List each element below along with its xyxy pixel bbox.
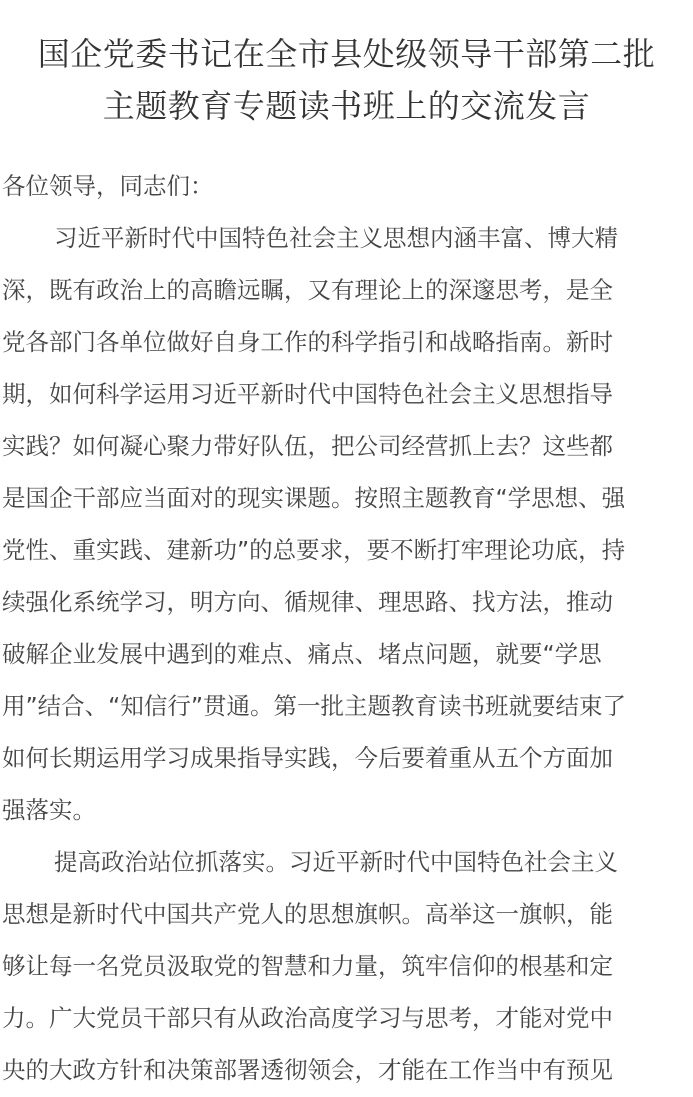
paragraph-line: 党性、重实践、建新功”的总要求，要不断打牢理论功底，持 xyxy=(2,536,626,564)
paragraph-line: 实践？如何凝心聚力带好队伍，把公司经营抓上去？这些都 xyxy=(2,432,613,460)
paragraph-line: 续强化系统学习，明方向、循规律、理思路、找方法，推动 xyxy=(2,588,613,616)
paragraph-line: 习近平新时代中国特色社会主义思想内涵丰富、博大精 xyxy=(54,224,618,252)
document-title xyxy=(0,28,693,132)
paragraph-line: 力。广大党员干部只有从政治高度学习与思考，才能对党中 xyxy=(2,1004,613,1032)
paragraph-line: 破解企业发展中遇到的难点、痛点、堵点问题，就要“学思 xyxy=(2,640,602,668)
paragraph-1 xyxy=(2,212,691,836)
paragraph-line: 提高政治站位抓落实。习近平新时代中国特色社会主义 xyxy=(54,848,618,876)
title-line-2: 主题教育专题读书班上的交流发言 xyxy=(102,87,591,125)
paragraph-2 xyxy=(2,836,691,1096)
paragraph-line: 用”结合、“知信行”贯通。第一批主题教育读书班就要结束了 xyxy=(2,692,627,720)
paragraph-line: 强落实。 xyxy=(2,796,96,824)
title-line-1: 国企党委书记在全市县处级领导干部第二批 xyxy=(37,35,656,73)
paragraph-line: 如何长期运用学习成果指导实践，今后要着重从五个方面加 xyxy=(2,744,613,772)
paragraph-line: 思想是新时代中国共产党人的思想旗帜。高举这一旗帜，能 xyxy=(2,900,613,928)
document-body xyxy=(2,160,691,1096)
paragraph-line: 党各部门各单位做好自身工作的科学指引和战略指南。新时 xyxy=(2,328,613,356)
paragraph-line: 央的大政方针和决策部署透彻领会，才能在工作当中有预见 xyxy=(2,1056,613,1084)
paragraph-line: 深，既有政治上的高瞻远瞩，又有理论上的深邃思考，是全 xyxy=(2,276,613,304)
paragraph-line: 期，如何科学运用习近平新时代中国特色社会主义思想指导 xyxy=(2,380,613,408)
paragraph-line: 是国企干部应当面对的现实课题。按照主题教育“学思想、强 xyxy=(2,484,626,512)
paragraph-line: 够让每一名党员汲取党的智慧和力量，筑牢信仰的根基和定 xyxy=(2,952,613,980)
salutation: 各位领导，同志们： xyxy=(2,172,214,200)
